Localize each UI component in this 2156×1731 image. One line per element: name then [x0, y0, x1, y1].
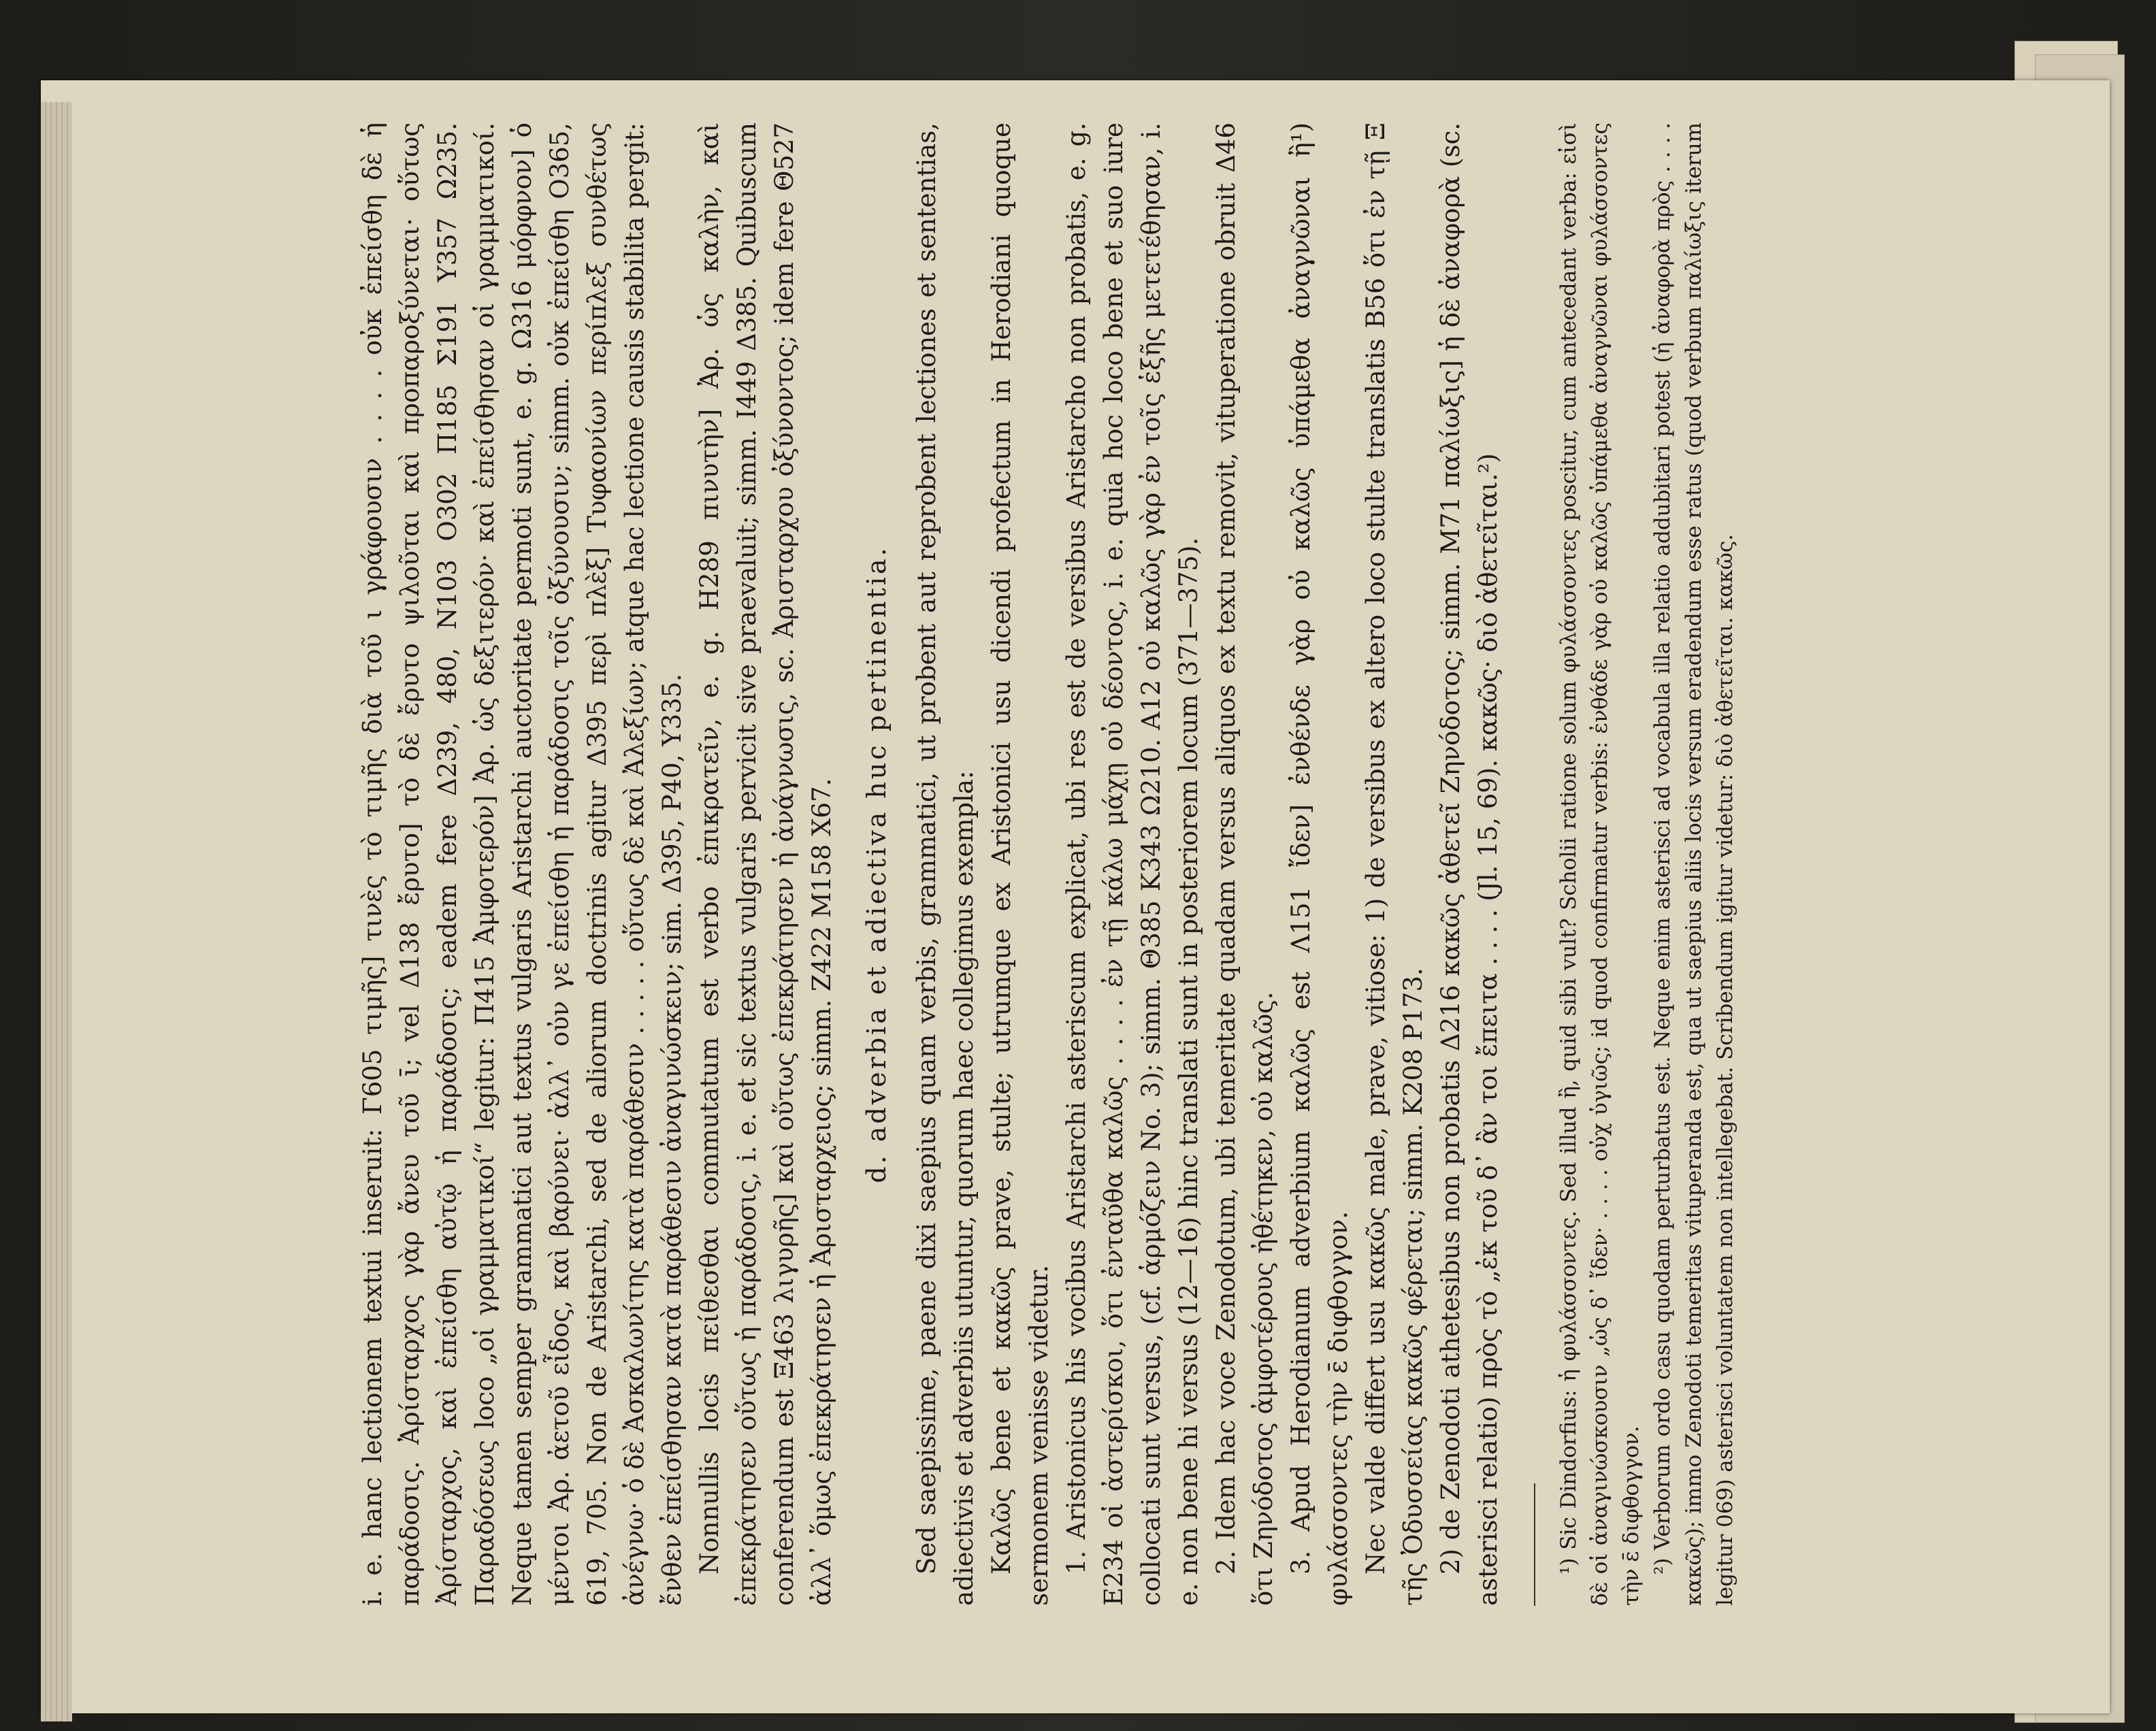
main-text — [354, 122, 1741, 1606]
paragraph-9: 2) de Zenodoti athetesibus non probatis Δ216 κακῶς ἀθετεῖ Ζηνόδοτος; simm. Μ71 παλίωξις] ἡ δὲ ἀναφορὰ (sc. asterisci relatio) πρὸς τὸ „ἐκ τοῦ δ᾽ ἂν τοι ἔπειτα . . . . (Jl. 15, 69). κακῶς· διὸ ἀθετεῖται.²) — [1436, 122, 1503, 1606]
rotated-text-block — [354, 122, 1763, 1606]
paragraph-3: Sed saepissime, paene dixi saepius quam verbis, grammatici, ut probent aut reprobent lectiones et sententias, adiectivis et adverbiis utuntur, quorum haec collegimus exempla: — [912, 122, 979, 1606]
paragraph-1: i. e. hanc lectionem textui inseruit: Γ605 τιμῆς] τινὲς τὸ τιμῆς διὰ τοῦ ι γράφουσιν . . . . οὐκ ἐπείσθη δὲ ἡ παράδοσις. Ἀρίσταρχος γὰρ ἄνευ τοῦ ῑ; vel Δ138 ἔρυτο] τὸ δὲ ἔρυτο ψιλοῦται καὶ προπαροξύνεται· οὕτως Ἀρίσταρχος, καὶ ἐπείσθη αὐτῷ ἡ παράδοσις; eadem fere Δ239, 480, Ν103 Ο302 Π185 Σ191 Υ357 Ω235. Παραδόσεως loco „οἱ γραμματικοί“ legitur: Π415 Ἀμφοτερόν] Ἀρ. ὡς δεξιτερόν· καὶ ἐπείσθησαν οἱ γραμματικοί. Neque tamen semper grammatici aut textus vulgaris Aristarchi auctoritate permoti sunt, e. g. Ω316 μόρφνον] ὁ μέντοι Ἀρ. ἀετοῦ εἶδος, καὶ βαρύνει· ἀλλ᾽ οὐν γε ἐπείσθη ἡ παράδοσις τοῖς ὀξύνουσιν; simm. οὐκ ἐπείσθη Ο365, 619, 705. Non de Aristarchi, sed de aliorum doctrinis agitur Δ395 περὶ πλὲξ] Τυφαονίων περίπλεξ συνθέτως ἀνέγνω· ὁ δὲ Ἀσκαλωνίτης κατὰ παράθεσιν . . . . . οὕτως δὲ καὶ Ἀλεξίων; atque hac lectione causis stabilita pergit: ἔνθεν ἐπείσθησαν κατὰ παράθεσιν ἀναγινώσκειν; sim. Δ395, Ρ40, Υ335. — [358, 122, 687, 1606]
section-heading: d. adverbia et adiectiva huc pertinentia. — [862, 545, 892, 1183]
footnote-1: ¹) Sic Dindorfius: ἡ φυλάσσοντες. Sed illud ἢ, quid sibi vult? Scholii ratione solum φυλάσσοντες poscitur, cum antecedant verba: εἰσὶ δὲ οἱ ἀναγινώσκουσιν „ὡς δ᾽ ἴδεν· . . . . οὐχ ὑγιῶς; id quod confirmatur verbis: ἐνθάδε γὰρ οὐ καλῶς ὑπάμεθα ἀναγνῶναι φυλάσσοντες τὴν ε̄ διφθογγον. — [1556, 122, 1644, 1606]
footnote-rule — [1534, 1483, 1535, 1606]
paragraph-2: Nonnullis locis πείθεσθαι commutatum est verbo ἐπικρατεῖν, e. g. Η289 πινυτὴν] Ἀρ. ὡς καλὴν, καὶ ἐπεκράτησεν οὕτως ἡ παράδοσις, i. e. et sic textus vulgaris pervicit sive praevaluit; simm. Ι449 Δ385. Quibuscum conferendum est Ξ463 λιγυρῆς] καὶ οὕτως ἐπεκράτησεν ἡ ἀνάγνωσις, sc. Ἀρισταρχου ὀξύνοντος; idem fere Θ527 ἀλλ᾽ ὅμως ἐπεκράτησεν ἡ Ἀρισταρχειος; simm. Ζ422 Μ158 Χ67. — [695, 122, 836, 1606]
paragraph-6: 2. Idem hac voce Zenodotum, ubi temeritate quadam versus aliquos ex textu removit, vituperatione obruit Δ46 ὅτι Ζηνόδοτος ἀμφοτέρους ἠθέτηκεν, οὐ καλῶς. — [1211, 122, 1278, 1606]
paragraph-5: 1. Aristonicus his vocibus Aristarchi asteriscum explicat, ubi res est de versibus Aristarcho non probatis, e. g. Ε234 οἱ ἀστερίσκοι, ὅτι ἐνταῦθα καλῶς . . . . ἐν τῇ κάλω μάχῃ οὐ δέοντος, i. e. quia hoc loco bene et suo iure collocati sunt versus, (cf. ἁρμόζειν No. 3); simm. Θ385 Κ343 Ω210. Α12 οὐ καλῶς γὰρ ἐν τοῖς ἑξῆς μετετέθησαν, i. e. non bene hi versus (12—16) hinc translati sunt in posteriorem locum (371—375). — [1062, 122, 1203, 1606]
paragraph-4: Καλῶς bene et κακῶς prave, stulte; utrumque ex Aristonici usu dicendi profectum in Herodiani quoque sermonem venisse videtur. — [987, 122, 1054, 1606]
paragraph-8: Nec valde differt usu κακῶς male, prave, vitiose: 1) de versibus ex altero loco stulte translatis Β56 ὅτι ἐν τῇ Ξ τῆς Ὀδυσσείας κακῶς φέρεται; simm. Κ208 Ρ173. — [1361, 122, 1428, 1606]
page-edge-left — [41, 102, 72, 1721]
footnote-2: ²) Verborum ordo casu quodam perturbatus est. Neque enim asterisci ad vocabula illa relatio addubitari potest (ἡ ἀναφορὰ πρὸς . . . . κακῶς); immo Zenodoti temeritas vituperanda est, qua ut saepius aliis locis versum eradendum esse ratus (quod verbum παλίωξις iterum legitur 069) asterisci voluntatem non intellegebat. Scribendum igitur videtur: διὸ ἀθετεῖται. κακῶς. — [1650, 122, 1737, 1606]
paragraph-7: 3. Apud Herodianum adverbium καλῶς est Λ151 ἴδεν] ἐνθένδε γὰρ οὐ καλῶς ὑπάμεθα ἀναγνῶναι ἢ¹) φυλάσσοντες τὴν ε̄ διφθογγον. — [1286, 122, 1353, 1606]
